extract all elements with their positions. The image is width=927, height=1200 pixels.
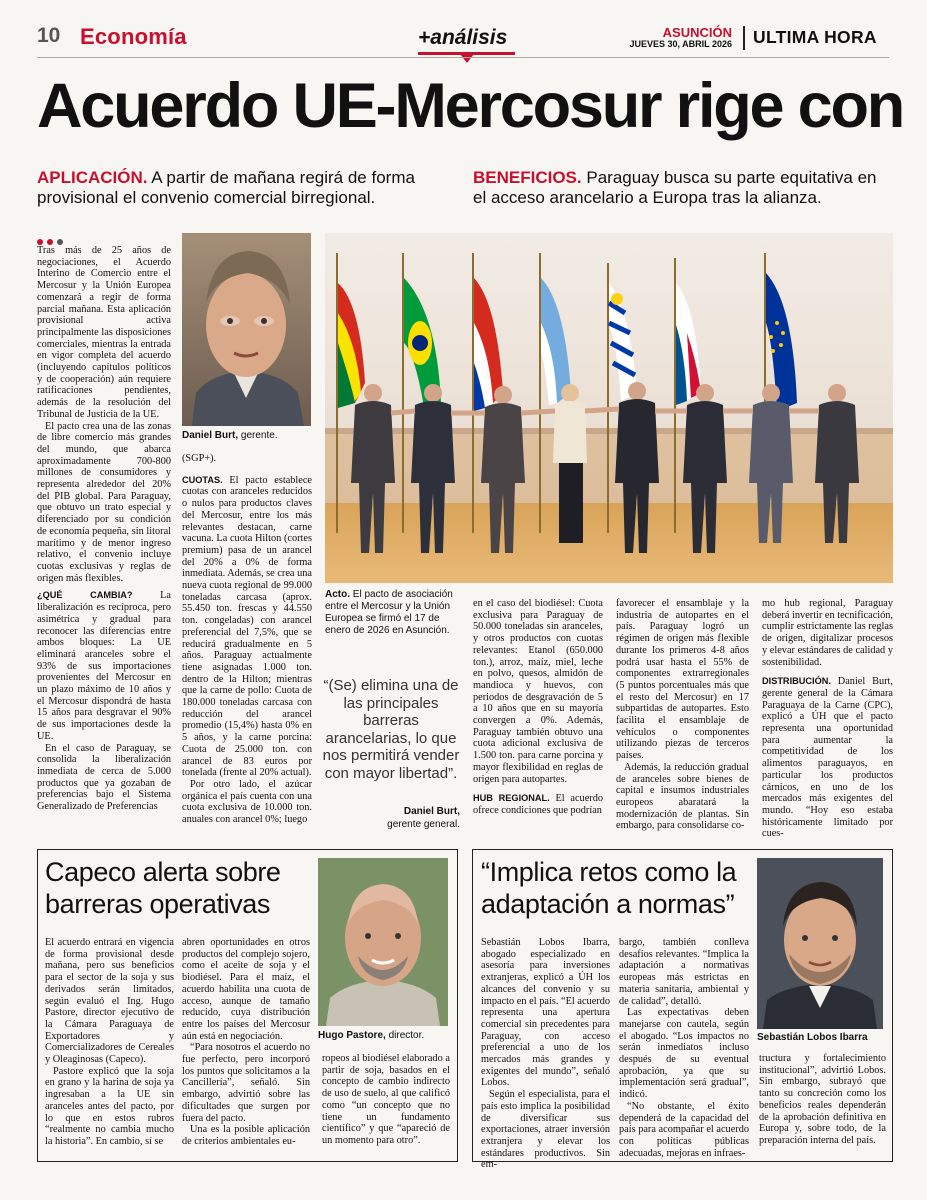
portrait-hugo-pastore-image (318, 858, 448, 1026)
col2-p1-body: El pacto establece cuotas con aranceles reducidos o nulos para productos claves del Mercosur, entre los más relevantes destacan, carne vacuna. La cuota Hilton (cortes premium) pasa de un arancel del 20% a 0% de forma inmediata. Además, se crea una nueva cuota regional de 99.000 toneladas carcasa (aprox. 55.450 ton. frescas y 44.550 ton. congeladas) con arancel preferencial del 7,5%, que se reducirá gradualmente en 5 años. Paraguay actualmente tiene asignadas 1.000 ton. dentro de la Hilton; mientras que la carne de pollo: Cuota de 180.000 toneladas carcasa con reducción del arancel promedio (15,4%) hasta 0% en 5 años, y la carne porcina: Cuota de 25.000 ton. con arancel de 83 euros por tonelada (frente al 20% actual). (182, 474, 312, 779)
photo-caption-text: El pacto de asociación entre el Mercosur y la Unión Europea se firmó el 17 de enero de 2026 en Asunción. (325, 589, 453, 636)
pull-quote-role: gerente general. (387, 819, 460, 830)
deck-left-lead: APLICACIÓN. (37, 168, 148, 187)
col2-p2: Por otro lado, el azúcar orgánica el país cuenta con una cuota exclusiva de 10.000 ton. anuales con arancel 0%; luego (182, 778, 312, 826)
pull-quote-name: Daniel Burt, (403, 806, 460, 817)
portrait-daniel-burt-image (182, 233, 311, 426)
col3-p1: en el caso del biodiésel: Cuota exclusiva para Paraguay de 50.000 toneladas sin aranceles, y otros productos con cuotas relevantes: Etanol (650.000 ton.), arroz, maíz, miel, leche en polvo, quesos, almidón de mandioca y huevos, con periodos de desgravación de 5 a 10 años que en su mayoría convergen a 0%. Además, Paraguay también obtuvo una cuota adicional exclusiva de 1.500 ton. para carne porcina y mayor flexibilidad en reglas de origen para autopartes. (473, 598, 603, 785)
capeco-c2-p1: abren oportunidades en otros productos del complejo sojero, como el aceite de soja y el biodiésel. Para el maíz, el acuerdo habilita una cuota de acceso, aunque de tamaño reducido, cuya distribución entre los países del Mercosur aún está en negociación. (182, 937, 310, 1042)
ceremony-scene (325, 233, 893, 583)
capeco-c1-p1: El acuerdo entrará en vigencia de forma provisional desde mañana, pero sus beneficios para el sector de la soja y sus derivados serán limitados, según evaluó el Ing. Hugo Pastore, director ejecutivo de la Cámara Paraguaya de Exportadores y Comercializadores de Cereales y Oleaginosas (Capeco). (45, 937, 174, 1066)
capeco-col-2 (182, 937, 310, 1148)
col5-p2-body: Daniel Burt, gerente general de la Cámara Paraguaya de la Carne (CPC), explicó a ÚH que el pacto representa una oportunidad para aumentar la competitividad de los alimentos paraguayos, en particular los productos cárnicos, en uno de los mercados más exigentes del mundo. “Hoy eso estaba históricamente limitado por cues- (762, 676, 893, 840)
photo-caption-lead: Acto. (325, 589, 350, 600)
deck-left-body: A partir de mañana regirá de forma provisional el convenio comercial birregional. (37, 168, 415, 207)
lobos-caption (757, 1032, 887, 1044)
lobos-col-3 (759, 1053, 886, 1147)
header-rule (37, 57, 889, 58)
col2-sgp: (SGP+). (182, 453, 217, 464)
lobos-c2-p3: “No obstante, el éxito dependerá de la capacidad del país para acompañar el acuerdo con políticas públicas adecuadas, mejoras en infraes- (619, 1100, 749, 1159)
col1-p3-lead: ¿QUÉ CAMBIA? (37, 590, 133, 601)
col1-p3-body: La liberalización es recíproca, pero asimétrica y gradual para reconocer las diferencias entre ambos bloques: La UE eliminará aranceles sobre el 93% de sus importaciones provenientes del Mercosur en un plazo máximo de 10 años y el Mercosur dispondrá de hasta 15 años para desgravar el 90% de sus importaciones desde la UE. (37, 590, 171, 742)
sidebar-capeco (37, 849, 458, 1162)
capeco-title: Capeco alerta sobre barreras operativas (45, 857, 281, 919)
main-headline: Acuerdo UE-Mercosur rige con (37, 71, 904, 141)
col1-p4: En el caso de Paraguay, se consolida la liberalización inmediata de cerca de 5.000 productos que ya gozaban de preferencias bajo el Sistema Generalizado de Preferencias (37, 742, 171, 813)
lobos-c2-p2: Las expectativas deben manejarse con cautela, según el abogado. “Los impactos no serán inmediatos incluso después de su eventual aprobación, ya que su implementación será gradual”, indicó. (619, 1007, 749, 1101)
capeco-caption-name: Hugo Pastore, (318, 1030, 386, 1041)
deck-right-lead: BENEFICIOS. (473, 168, 582, 187)
article-col-4 (616, 598, 749, 832)
col3-p2-lead: HUB REGIONAL. (473, 793, 550, 804)
article-col-3 (473, 598, 603, 817)
section-name: Economía (80, 24, 187, 49)
article-col-5 (762, 598, 893, 840)
capeco-col-3 (322, 1053, 450, 1147)
signing-ceremony-photo (325, 233, 893, 583)
col4-p1: favorecer el ensamblaje y la industria de autopartes en el país. Paraguay logró un régimen de origen más flexible durante los primeros 4-8 años podrá usar hasta el 55% de componentes extrarregionales (5 puntos porcentuales más que el resto del Mercosur) en 17 subpartidas de autopartes. Esto facilita el ensamblaje de vehículos o componentes utilizando piezas de terceros países. (616, 598, 749, 762)
pull-quote: “(Se) elimina una de las principales barreras arancelarias, lo que nos permitirá vender con mayor libertad”. (322, 677, 460, 782)
portrait1-caption-name: Daniel Burt, (182, 430, 239, 441)
article-col-2 (182, 453, 312, 826)
capeco-c3-p1: ropeos al biodiésel elaborado a partir de soja, basados en el concepto de cambio indirecto de uso de suelo, al que calificó como “un concepto que no tiene un fundamento científico” y que “apareció de un momento para otro”. (322, 1053, 450, 1146)
col2-p1 (182, 475, 312, 779)
lobos-c3-p1: tructura y fortalecimiento institucional”, advirtió Lobos. Sin embargo, subrayó que tanto su concreción como los beneficios reales dependerán de la aprobación definitiva en Europa y, sobre todo, de la preparación interna del país. (759, 1053, 886, 1146)
portrait-hugo-pastore (318, 858, 448, 1026)
col3-p2-body: El acuerdo ofrece condiciones que podrían (473, 793, 603, 816)
capeco-caption (318, 1030, 458, 1042)
lobos-title: “Implica retos como la adaptación a normas” (481, 857, 737, 919)
analisis-label: +análisis (418, 26, 508, 49)
header-date: JUEVES 30, ABRIL 2026 (629, 39, 732, 49)
capeco-caption-role: director. (385, 1030, 425, 1041)
page-number: 10 (37, 24, 61, 47)
deck-right-body: Paraguay busca su parte equitativa en el acceso arancelario a Europa tras la alianza. (473, 168, 877, 207)
ultima-hora: ULTIMA HORA (753, 27, 877, 47)
deck-right (473, 168, 893, 208)
lobos-col-2 (619, 937, 749, 1159)
article-col-1 (37, 245, 171, 813)
capeco-col-1 (45, 937, 174, 1148)
portrait1-caption (182, 430, 312, 442)
capeco-c2-p2: “Para nosotros el acuerdo no fue perfecto, pero incorporó los puntos que solicitamos a la Cancillería”, señaló. Sin embargo, advirtió sobre las dificultades que surgen por fuera del pacto. (182, 1042, 310, 1124)
capeco-c2-p3: Una es la posible aplicación de criterios ambientales eu- (182, 1124, 310, 1147)
deck-left (37, 168, 457, 208)
photo-caption (325, 589, 461, 637)
portrait1-caption-role: gerente. (238, 430, 278, 441)
col1-p3 (37, 590, 171, 742)
analisis-pointer (460, 54, 474, 63)
col3-p2 (473, 793, 603, 816)
col4-p2: Además, la reducción gradual de aranceles sobre bienes de capital e insumos industriales europeos abaratará la modernización de plantas. Sin embargo, para consolidarse co- (616, 761, 749, 832)
capeco-c1-p2: Pastore explicó que la soja en grano y la harina de soja ya ingresaban a la UE sin aranceles antes del pacto, por lo que en estos rubros “realmente no cambia mucho la historia”. En cambio, sí se (45, 1065, 174, 1147)
lobos-c2-p1: bargo, también conlleva desafíos relevantes. “Implica la adaptación a normativas europeas más estrictas en materia sanitaria, ambiental y de calidad”, detalló. (619, 937, 749, 1007)
lobos-col-1 (481, 937, 610, 1171)
col5-p2-lead: DISTRIBUCIÓN. (762, 676, 831, 687)
lobos-caption-name: Sebastián Lobos Ibarra (757, 1032, 868, 1043)
col2-p1-lead: CUOTAS. (182, 474, 223, 485)
col1-p1: Tras más de 25 años de negociaciones, el Acuerdo Interino de Comercio entre el Mercosur y la Unión Europea comenzará a regir de forma parcial mañana. Esta aplicación provisional activa principalmente las disposiciones comerciales, mientras la entrada en vigor completa del acuerdo (incluyendo capítulos políticos y de cooperación) aún requiere ratificaciones pendientes, además de la resolución del Tribunal de Justicia de la UE. (37, 245, 171, 420)
col1-p2: El pacto crea una de las zonas de libre comercio más grandes del mundo, que abarca aproximadamente 700-800 millones de consumidores y representa alrededor del 20% del PIB global. Para Paraguay, que obtuvo un trato especial y diferenciado por su condición de economía pequeña, sin litoral marítimo y de menor ingreso relativo, el convenio incluye cuotas exclusivas y reglas de origen más flexibles. (37, 420, 171, 584)
lobos-c1-p2: Según el especialista, para el país esto implica la posibilidad de diversificar sus exportaciones, atraer inversión extranjera y elevar los estándares productivos. Sin em- (481, 1089, 610, 1171)
header-city: ASUNCIÓN (662, 25, 732, 40)
header-divider (743, 26, 745, 50)
portrait-sebastian-lobos-image (757, 858, 883, 1029)
col5-p2 (762, 676, 893, 840)
col5-p1: mo hub regional, Paraguay deberá invertir en tecnificación, cumplir estrictamente las reglas de origen, digitalizar procesos y elevar estándares de calidad y sostenibilidad. (762, 598, 893, 668)
portrait-sebastian-lobos (757, 858, 883, 1029)
portrait-daniel-burt (182, 233, 311, 426)
lobos-c1-p1: Sebastián Lobos Ibarra, abogado especializado en asesoría para inversiones extranjeras, explicó a ÚH los alcances del convenio y su impacto en el país. “El acuerdo representa una apertura comercial sin precedentes para Paraguay, con acceso preferencial a uno de los mercados más grandes y exigentes del mundo”, señaló Lobos. (481, 937, 610, 1089)
sidebar-lobos (472, 849, 893, 1171)
